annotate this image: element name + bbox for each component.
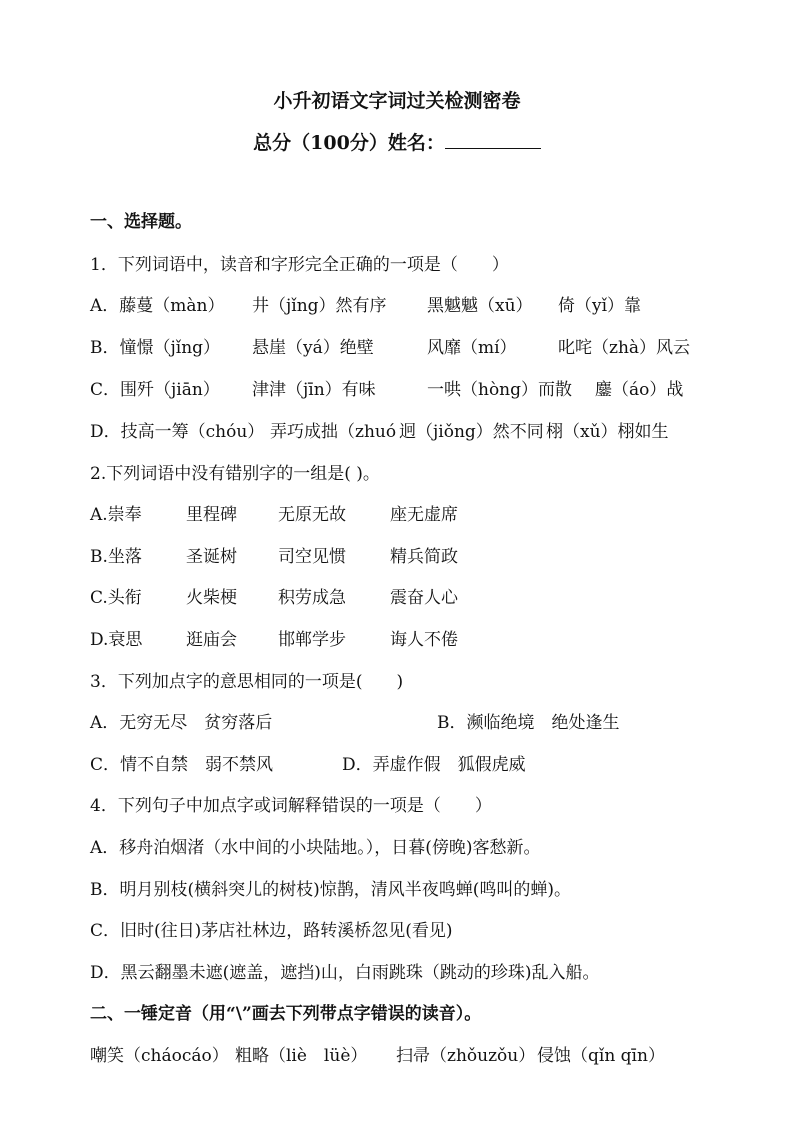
score-name-line [0, 128, 794, 155]
section2-heading: 二、一锤定音（用“\”画去下列带点字错误的读音）。 [90, 1004, 482, 1024]
q2-d-2: 逛庙会 [186, 630, 237, 650]
q1-b-3: 风靡（mí） [427, 338, 517, 358]
q4-option-b: B．明月别枝(横斜突儿的树枝)惊鹊，清风半夜鸣蝉(鸣叫的蝉)。 [90, 880, 572, 900]
q1-c-1: C．围歼（jiān） [90, 380, 220, 400]
q2-a-2: 里程碑 [186, 505, 237, 525]
q4-option-d: D．黑云翻墨未遮(遮盖，遮挡)山，白雨跳珠（跳动的珍珠)乱入船。 [90, 963, 600, 983]
q2-b-4: 精兵简政 [390, 547, 458, 567]
score-label: 总分（100分）姓名： [253, 132, 445, 154]
q2-b-1: B.坐落 [90, 547, 142, 567]
q3-option-d: D．弄虚作假 狐假虎威 [342, 755, 526, 775]
q1-d-2: 弄巧成拙（zhuó [270, 422, 397, 442]
q1-a-4: 倚（yǐ）靠 [558, 296, 642, 316]
s2-item-3: 扫帚（zhǒuzǒu） [396, 1046, 536, 1066]
s2-item-1: 嘲笑（cháocáo） [90, 1046, 229, 1066]
q4-option-c: C．旧时(往日)茅店社林边，路转溪桥忽见(看见) [90, 921, 453, 941]
page-title: 小升初语文字词过关检测密卷 [273, 90, 521, 112]
q2-d-1: D.衰思 [90, 630, 143, 650]
q2-stem: 2.下列词语中没有错别字的一组是( )。 [90, 464, 380, 484]
q1-c-4: 鏖（áo）战 [595, 380, 684, 400]
q1-c-2: 津津（jīn）有味 [252, 380, 376, 400]
q1-d-1: D．技高一筹（chóu） [90, 422, 265, 442]
q3-option-b: B．濒临绝境 绝处逢生 [437, 713, 620, 733]
q3-option-c: C．情不自禁 弱不禁风 [90, 755, 274, 775]
q2-d-4: 诲人不倦 [390, 630, 458, 650]
q3-option-a: A．无穷无尽 贫穷落后 [90, 713, 273, 733]
s2-item-4: 侵蚀（qǐn qīn） [537, 1046, 665, 1066]
q2-b-3: 司空见惯 [278, 547, 346, 567]
q2-c-1: C.头衔 [90, 588, 142, 608]
q4-option-a: A．移舟泊烟渚（水中间的小块陆地。），日暮(傍晚)客愁新。 [90, 838, 541, 858]
q2-c-2: 火柴梗 [186, 588, 237, 608]
q2-a-3: 无原无故 [278, 505, 346, 525]
q1-d-3: 迥（jiǒng）然不同 [399, 422, 544, 442]
q2-c-3: 积劳成急 [278, 588, 346, 608]
q1-b-1: B．憧憬（jǐng） [90, 338, 221, 358]
q3-stem: 3．下列加点字的意思相同的一项是( ) [90, 672, 404, 692]
q2-c-4: 震奋人心 [390, 588, 458, 608]
q1-c-3: 一哄（hòng）而散 [427, 380, 573, 400]
q1-a-2: 井（jǐng）然有序 [252, 296, 387, 316]
q1-stem: 1．下列词语中，读音和字形完全正确的一项是（ ） [90, 255, 509, 275]
q1-b-4: 叱咤（zhà）风云 [558, 338, 691, 358]
q2-a-4: 座无虚席 [390, 505, 458, 525]
q2-b-2: 圣诞树 [186, 547, 237, 567]
q2-a-1: A.崇奉 [90, 505, 142, 525]
q2-d-3: 邯郸学步 [278, 630, 346, 650]
name-blank[interactable] [445, 132, 541, 149]
s2-item-2: 粗略（liè lüè） [235, 1046, 368, 1066]
q1-d-4: 栩（xǔ）栩如生 [546, 422, 669, 442]
q4-stem: 4．下列句子中加点字或词解释错误的一项是（ ） [90, 796, 492, 816]
q1-a-3: 黑魆魆（xū） [427, 296, 533, 316]
q1-b-2: 悬崖（yá）绝壁 [252, 338, 374, 358]
section1-heading: 一、选择题。 [90, 212, 192, 232]
q1-a-1: A．藤蔓（màn） [90, 296, 225, 316]
